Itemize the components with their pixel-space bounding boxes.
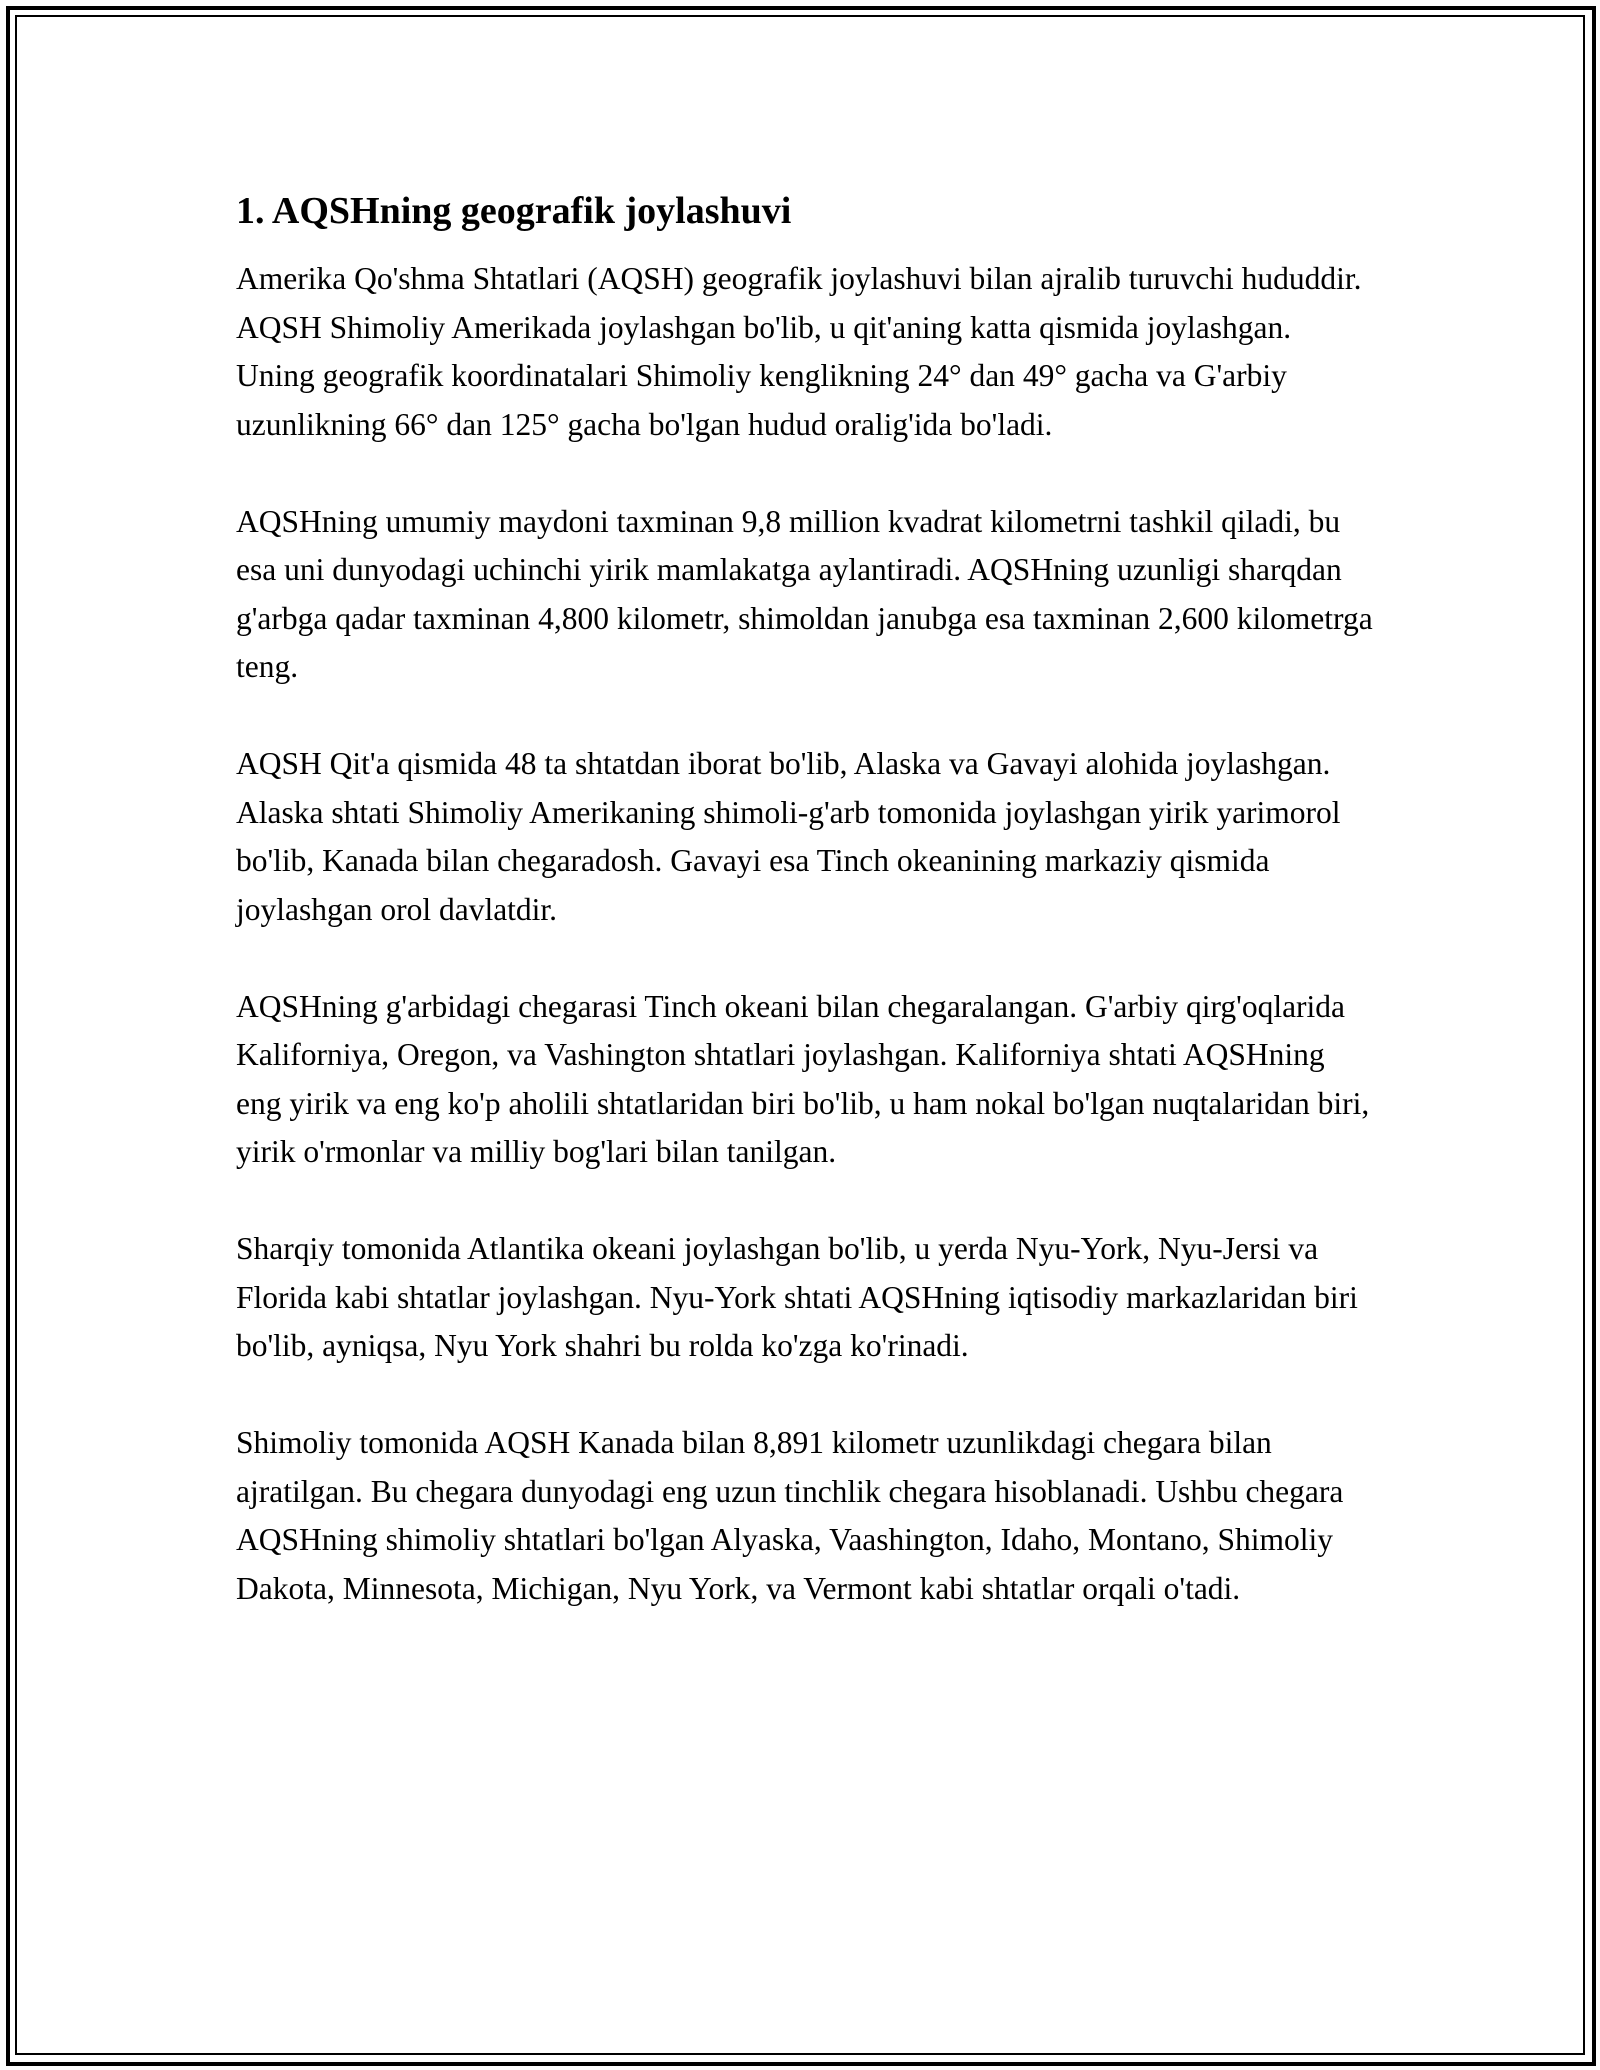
paragraph-area: AQSHning umumiy maydoni taxminan 9,8 million kvadrat kilometrni tashkil qiladi, bu esa uni dunyodagi uchinchi yirik mamlakatga aylantiradi. AQSHning uzunligi sharqdan g'arbga qadar taxminan 4,800 kilometr, shimoldan janubga esa taxminan 2,600 kilometrga teng. (236, 503, 1373, 684)
paragraph-north-border: Shimoliy tomonida AQSH Kanada bilan 8,891 kilometr uzunlikdagi chegara bilan ajratilgan. Bu chegara dunyodagi eng uzun tinchlik chegara hisoblanadi. Ushbu chegara AQSHning shimoliy shtatlari bo'lgan Alyaska, Vaashington, Idaho, Montano, Shimoliy Dakota, Minnesota, Michigan, Nyu York, va Vermont kabi shtatlar orqali o'tadi. (236, 1425, 1344, 1606)
document-body (236, 185, 1376, 1662)
paragraph-east-side: Sharqiy tomonida Atlantika okeani joylashgan bo'lib, u yerda Nyu-York, Nyu-Jersi va Florida kabi shtatlar joylashgan. Nyu-York shtati AQSHning iqtisodiy markazlaridan biri bo'lib, ayniqsa, Nyu York shahri bu rolda ko'zga ko'rinadi. (236, 1231, 1358, 1363)
paragraph-west-border: AQSHning g'arbidagi chegarasi Tinch okeani bilan chegaralangan. G'arbiy qirg'oqlarida Kaliforniya, Oregon, va Vashington shtatlari joylashgan. Kaliforniya shtati AQSHning eng yirik va eng ko'p aholili shtatlaridan biri bo'lib, u ham nokal bo'lgan nuqtalaridan biri, yirik o'rmonlar va milliy bog'lari bilan tanilgan. (236, 988, 1370, 1169)
paragraph-location: Amerika Qo'shma Shtatlari (AQSH) geografik joylashuvi bilan ajralib turuvchi hududdir. AQSH Shimoliy Amerikada joylashgan bo'lib, u qit'aning katta qismida joylashgan. Uning geografik koordinatalari Shimoliy kenglikning 24° dan 49° gacha va G'arbiy uzunlikning 66° dan 125° gacha bo'lgan hudud oralig'ida bo'ladi. (236, 261, 1362, 442)
section-heading: 1. AQSHning geografik joylashuvi (236, 190, 792, 232)
paragraph-states: AQSH Qit'a qismida 48 ta shtatdan iborat bo'lib, Alaska va Gavayi alohida joylashgan. Alaska shtati Shimoliy Amerikaning shimoli-g'arb tomonida joylashgan yirik yarimorol bo'lib, Kanada bilan chegaradosh. Gavayi esa Tinch okeanining markaziy qismida joylashgan orol davlatdir. (236, 746, 1341, 927)
